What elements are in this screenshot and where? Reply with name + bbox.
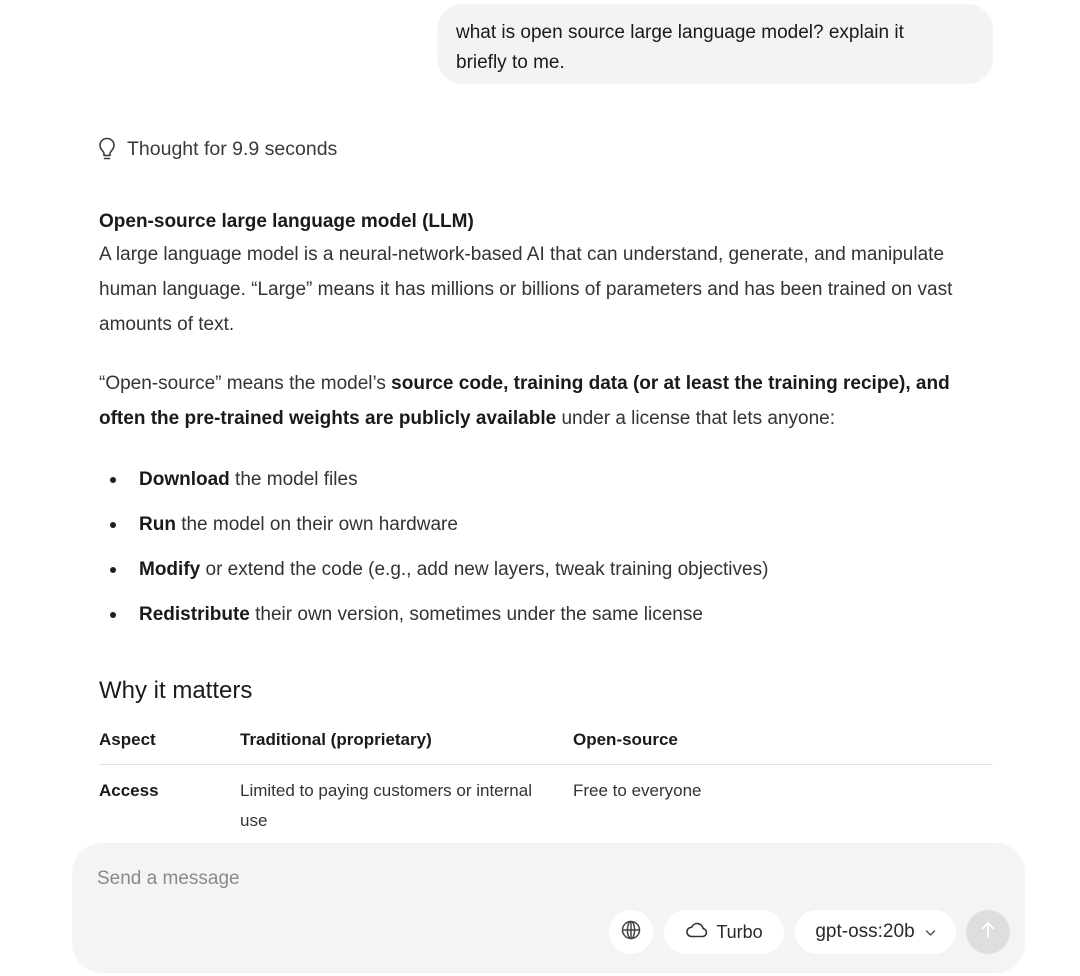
message-input[interactable] bbox=[97, 865, 977, 893]
table-header-cell: Aspect bbox=[99, 730, 156, 749]
model-selector[interactable] bbox=[795, 910, 956, 954]
thought-label: Thought for 9.9 seconds bbox=[127, 137, 338, 160]
globe-icon bbox=[620, 919, 642, 946]
user-message-line-1: what is open source large language model? explain it bbox=[456, 22, 904, 43]
table-row bbox=[99, 765, 993, 845]
list-item-text: the model on their own hardware bbox=[175, 514, 458, 535]
table-cell-line: use bbox=[240, 811, 268, 830]
user-message-bubble bbox=[437, 4, 993, 84]
table-header-cell: Open-source bbox=[573, 730, 678, 749]
table-cell-traditional bbox=[240, 776, 550, 836]
list-item-bold: Modify bbox=[139, 559, 201, 580]
arrow-up-icon bbox=[980, 921, 996, 944]
turbo-button[interactable] bbox=[664, 910, 784, 954]
assistant-answer bbox=[99, 207, 999, 436]
message-composer bbox=[72, 843, 1025, 973]
lightbulb-icon bbox=[97, 136, 117, 162]
answer-paragraph-2 bbox=[99, 366, 999, 436]
p2-start: “Open-source” means the model’s bbox=[99, 373, 392, 394]
table-cell-open: Free to everyone bbox=[573, 781, 702, 800]
list-item-bold: Download bbox=[139, 469, 230, 490]
p2-end: under a license that lets anyone: bbox=[556, 408, 836, 429]
table-cell-aspect: Access bbox=[99, 781, 159, 800]
p2-bold: source code, training data (or at least the training recipe), and often the pre-trained weights are publicly available bbox=[99, 373, 950, 429]
list-item bbox=[99, 510, 999, 555]
web-search-button[interactable] bbox=[609, 910, 653, 954]
table-header-row bbox=[99, 724, 993, 765]
table-cell-line: Limited to paying customers or internal bbox=[240, 781, 532, 800]
list-item-bold: Run bbox=[139, 514, 176, 535]
list-item-text: or extend the code (e.g., add new layers, tweak training objectives) bbox=[200, 559, 769, 580]
list-item-bold: Redistribute bbox=[139, 604, 250, 625]
answer-heading: Open-source large language model (LLM) bbox=[99, 211, 474, 232]
list-item bbox=[99, 555, 999, 600]
table-header-cell: Traditional (proprietary) bbox=[240, 730, 432, 749]
send-button[interactable] bbox=[966, 910, 1010, 954]
section-title: Why it matters bbox=[99, 677, 253, 704]
comparison-table bbox=[99, 724, 993, 845]
list-item bbox=[99, 600, 999, 645]
answer-paragraph-1: A large language model is a neural-network-based AI that can understand, generate, and manipulate human language. “Large” means it has millions or billions of parameters and has been trained on vast amounts of text. bbox=[99, 244, 953, 335]
list-item bbox=[99, 465, 999, 510]
cloud-icon bbox=[685, 921, 709, 944]
chevron-down-icon bbox=[925, 921, 936, 943]
user-message-line-2: briefly to me. bbox=[456, 52, 565, 73]
license-rights-list bbox=[99, 465, 999, 645]
thought-toggle[interactable] bbox=[97, 134, 337, 164]
model-label: gpt-oss:20b bbox=[815, 921, 915, 942]
list-item-text: their own version, sometimes under the same license bbox=[249, 604, 703, 625]
turbo-label: Turbo bbox=[716, 921, 763, 942]
list-item-text: the model files bbox=[229, 469, 358, 490]
